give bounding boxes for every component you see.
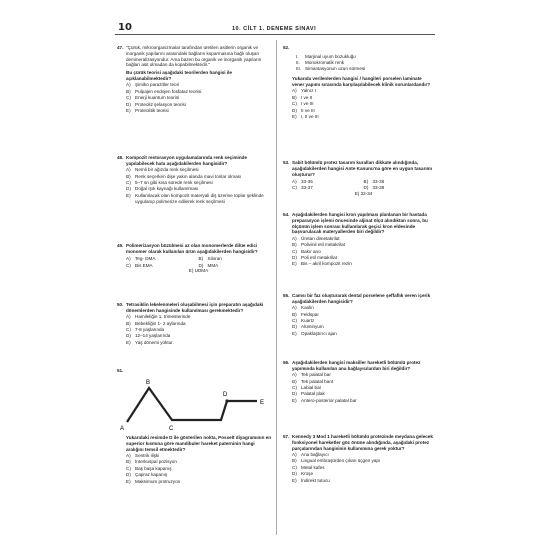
option-c[interactable]: C) Baş başa kapanış: [126, 465, 172, 471]
option-e[interactable]: E) Maksimum protruzyon: [126, 478, 181, 484]
question-stem: Bu çürük teorisi aşağıdaki teorilerden hangisi ile açıklanabilmektedir?: [126, 70, 232, 81]
question-number: 57.: [283, 434, 290, 439]
option-d[interactable]: D) 12–14 yaşlarında: [126, 333, 171, 339]
question-stem: Camsı bir faz oluşturarak dental porselene şeffaflık veren içerik aşağıdakilerden hangisidir?: [292, 293, 431, 304]
question-number: 50.: [117, 302, 124, 307]
option-a[interactable]: A) Kaolin: [292, 305, 314, 311]
question-stem: Yukarıda verilenlerden hangisi / hangileri porselen laminate vener yapımı sırasında karşılaşılabilecek klinik sorunlardandır?: [292, 76, 431, 87]
point-d-marker: [225, 399, 228, 402]
option-b[interactable]: B) Lingual embraşürden çıkan üçgen yapı: [292, 458, 381, 464]
question-56: [283, 360, 435, 404]
question-52: [283, 45, 435, 120]
question-57: [283, 434, 435, 483]
option-c[interactable]: C) 7-8 yaşlarında: [126, 326, 165, 332]
option-c[interactable]: C) 5–7 sn gibi kısa sürede renk seçilmesi: [126, 179, 213, 185]
question-number: 49.: [117, 243, 124, 248]
option-c[interactable]: C) Enerji kuantum teorisi: [126, 95, 180, 101]
option-b[interactable]: B) I ve II: [292, 94, 313, 100]
question-47: [117, 45, 271, 114]
option-d[interactable]: D) Poli etil metakrilat: [292, 254, 337, 260]
label-a: A: [120, 426, 125, 432]
option-b[interactable]: B) Renk seçerken dişe yakın alanda mavi tonlar olması: [126, 173, 242, 179]
option-e[interactable]: E) 32-34: [354, 191, 373, 197]
question-stem: Kennedy 3 Mod 1 hareketli bölümlü protezinde meydana gelecek fonksiyonel hareketler göz önüne alındığında, aşağıdaki protez parçalarından hangisinin kullanımına gerek yoktur?: [292, 434, 433, 451]
option-a[interactable]: A) Teg- DMA: [126, 256, 156, 262]
question-stem: Aşağıdakilerden hangisi maksiller hareketli bölümlü protez yapımında kullanılan ana bağlayıcılardan biri değildir?: [292, 360, 421, 371]
statement-iii: III. Simantasyonun uzun sürmesi: [296, 66, 366, 72]
option-c[interactable]: C) Bakır ano: [292, 248, 321, 254]
option-e[interactable]: E) UDMA: [188, 268, 209, 274]
option-a[interactable]: A) Nemli bir ağızda renk seçilmesi: [126, 167, 199, 173]
option-e[interactable]: E) Opaklaştırıcı ajan: [292, 330, 337, 336]
question-stem: Polimerizasyon büzülmesi az olan monomerlerde dilüe edici monomer olarak kullanılan ürün aşağıdakilerden hangisidir?: [126, 243, 258, 254]
statement-ii: II. Monokromatik renk: [296, 59, 345, 65]
option-b[interactable]: B) 33-36: [363, 178, 385, 184]
question-number: 51.: [117, 368, 124, 373]
option-b[interactable]: B) Feldspar: [292, 311, 319, 317]
option-d[interactable]: D) Doğal ışık kaynağı kullanılması: [126, 186, 199, 192]
option-e[interactable]: E) İndirekt tutucu: [292, 477, 330, 483]
page-number: 10: [118, 22, 132, 33]
question-number: 52.: [283, 45, 290, 50]
option-a[interactable]: A) Üretan dimetakrilat: [292, 235, 340, 241]
question-50: [117, 302, 271, 346]
option-b[interactable]: B) Polivinil etil metakrilat: [292, 242, 345, 248]
option-a[interactable]: A) Sentrik ilişki: [126, 452, 160, 458]
label-b: B: [146, 380, 151, 386]
question-49: [117, 243, 271, 274]
question-stem: Kompozit restorasyon uygulamalarında renk seçiminde yapılabilecek hata aşağıdakilerden hangisidir?: [126, 155, 248, 166]
label-d: D: [223, 392, 228, 398]
question-stem: Sabit bölümlü protez tasarım kuralları dikkate alındığında, aşağıdakilerden hangisi Ante Kanunu'na göre en uygun tasarımı oluşturur?: [292, 160, 433, 177]
question-55: [283, 293, 435, 337]
option-d[interactable]: D) Proteoliz şelasyon teorisi: [126, 101, 186, 107]
statement-i: I. Marjinal uyum bozukluğu: [296, 53, 356, 59]
diagram-path: [127, 388, 257, 422]
header-divider: [115, 34, 435, 35]
option-a[interactable]: A) Tek palatal bar: [292, 372, 331, 378]
label-c: C: [169, 426, 174, 432]
question-stem: Aşağıdakilerden hangisi kron yapılması planlanan bir hastada preparasyon işlemi öncesinde aljinat ölçü alındıktan sonra, bu ölçünün işlem sonrası kullanılarak geçici kron eldesinde başvurulacak materyallerden biri değildir?: [292, 212, 428, 235]
option-e[interactable]: E) Bis – akril kompozit rezin: [292, 261, 352, 267]
question-text: "Çürük, mikroorganizmalar tarafından üretilen asitlerin organik ve inorganik yapılarını arasındaki bağların koparmasına bağlı oluşan demineralizasyondur. Ama bazen bu organik ve inorganik yapıların bağları asit olmadan da kopabilmektedir.": [126, 45, 262, 68]
option-c[interactable]: C) Labial bar: [292, 384, 322, 390]
option-a[interactable]: A) Yalnız I: [292, 88, 316, 94]
option-d[interactable]: D) Palatal plak: [292, 391, 325, 397]
option-d[interactable]: D) Alüminyum: [292, 324, 324, 330]
label-e: E: [260, 400, 265, 406]
option-e[interactable]: E) Antero-posterior palatal bar: [292, 397, 357, 403]
option-c[interactable]: C) I ve III: [292, 101, 314, 107]
option-c[interactable]: C) Metal kafes: [292, 464, 325, 470]
question-number: 48.: [117, 155, 124, 160]
question-number: 55.: [283, 293, 290, 298]
option-e[interactable]: E) Yaş dönemi yoktur.: [126, 339, 174, 345]
question-51: [117, 368, 272, 484]
option-b[interactable]: B) Tek palatal bant: [292, 378, 334, 384]
page-title: 10. CİLT 1. DENEME SINAVI: [232, 26, 317, 32]
question-48: [117, 155, 271, 204]
option-c[interactable]: C) 33-37: [292, 185, 313, 191]
question-text: Tetrasiklin lekelenmeleri oluşabilmesi için preparatın aşağıdaki dönemlerden hangisinde kullanılması gerekmektedir?: [126, 302, 264, 313]
question-number: 54.: [283, 212, 290, 217]
option-b[interactable]: B) İnterkuspal pozisyon: [126, 459, 177, 465]
option-d[interactable]: D) MMA: [198, 262, 219, 268]
option-b[interactable]: B) Bebekliğin 1- 2 aylarında: [126, 320, 186, 326]
question-51-body: [117, 435, 271, 484]
option-a[interactable]: A) Şimiko parazitler teori: [126, 82, 180, 88]
question-54: [283, 212, 435, 267]
option-a[interactable]: A) Ana bağlayıcı: [292, 451, 329, 457]
option-e[interactable]: E) Proteolitik teorisi: [126, 107, 169, 113]
posselt-diagram: [117, 374, 271, 434]
option-d[interactable]: D) Kroşe: [292, 471, 314, 477]
question-53: [283, 160, 435, 197]
option-e[interactable]: E) I, II ve III: [292, 113, 319, 119]
option-b[interactable]: B) Pulpajen endojen fosfataz teorisi: [126, 88, 202, 94]
question-number: 47.: [117, 45, 124, 50]
option-c[interactable]: C) Bis EMA: [126, 262, 153, 268]
option-e[interactable]: E) Kullanılacak olan kompozit materyali diş üzerine toplar şeklinde uygulanıp polimerize edilerek renk seçilmesi: [126, 192, 264, 204]
option-d[interactable]: D) Çapraz kapanış: [126, 472, 168, 478]
option-c[interactable]: C) Kuartz: [292, 317, 315, 323]
question-number: 56.: [283, 360, 290, 365]
option-d[interactable]: D) II ve III: [292, 107, 315, 113]
option-a[interactable]: A) Hamileliğin 1. trimesterinde: [126, 314, 191, 320]
option-d[interactable]: D) 33-38: [363, 185, 385, 191]
question-number: 53.: [283, 160, 290, 165]
question-stem: Yukarıdaki resimde D ile gösterilen nokta, Posselt diyagramının en superior kısmına göre mandibuler hareket paterninin hangi aralığını temsil etmektedir?: [126, 435, 272, 452]
option-a[interactable]: A) 33-35: [292, 178, 313, 184]
column-divider: [276, 40, 277, 535]
option-b[interactable]: B) Siloran: [198, 256, 222, 262]
